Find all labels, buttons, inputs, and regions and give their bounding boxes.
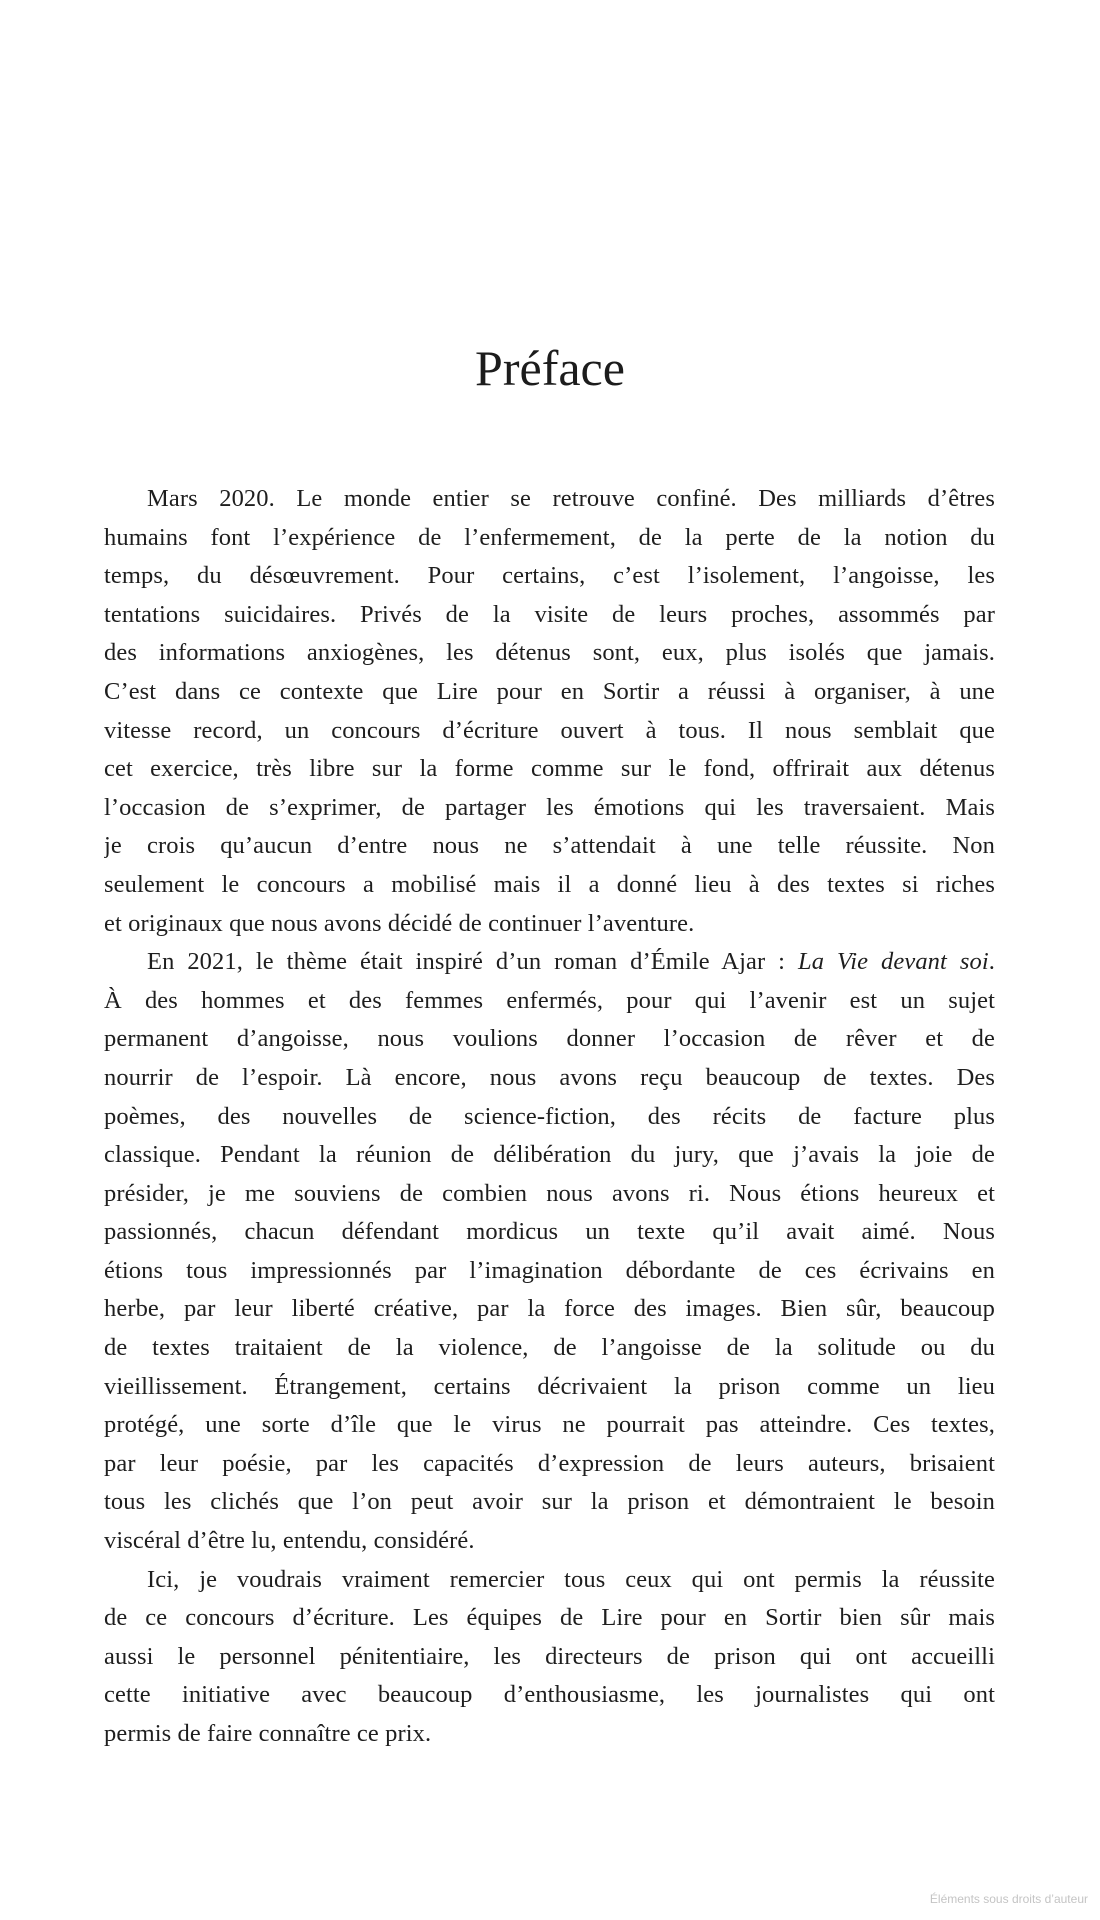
text-line: cet exercice, très libre sur la forme comme sur le fond, offrirait aux détenus xyxy=(104,755,995,783)
text-line: viscéral d’être lu, entendu, considéré. xyxy=(104,1527,475,1555)
copyright-watermark: Éléments sous droits d’auteur xyxy=(929,1892,1088,1906)
text-line: de textes traitaient de la violence, de l’angoisse de la solitude ou du xyxy=(104,1334,995,1362)
text-line: Mars 2020. Le monde entier se retrouve confiné. Des milliards d’êtres xyxy=(147,485,995,512)
paragraph-3 xyxy=(104,1561,995,1754)
text-segment: En 2021, le thème était inspiré d’un roman d’Émile Ajar : xyxy=(147,948,798,976)
text-line: je crois qu’aucun d’entre nous ne s’attendait à une telle réussite. Non xyxy=(104,832,995,860)
text-line: passionnés, chacun défendant mordicus un texte qu’il avait aimé. Nous xyxy=(104,1218,995,1246)
text-line: par leur poésie, par les capacités d’expression de leurs auteurs, brisaient xyxy=(104,1449,995,1477)
preface-body xyxy=(104,480,995,1754)
text-line: humains font l’expérience de l’enfermement, de la perte de la notion du xyxy=(104,523,995,551)
text-line: tous les clichés que l’on peut avoir sur la prison et démontraient le besoin xyxy=(104,1488,995,1516)
text-line: Ici, je voudrais vraiment remercier tous ceux qui ont permis la réussite xyxy=(147,1565,995,1593)
text-line: vitesse record, un concours d’écriture ouvert à tous. Il nous semblait que xyxy=(104,716,995,744)
text-line: seulement le concours a mobilisé mais il a donné lieu à des textes si riches xyxy=(104,870,995,898)
text-line-with-title xyxy=(104,943,995,982)
text-line: temps, du désœuvrement. Pour certains, c’est l’isolement, l’angoisse, les xyxy=(104,562,995,590)
paragraph-2 xyxy=(104,943,995,1561)
book-title-italic: La Vie devant soi xyxy=(797,948,989,976)
text-line: herbe, par leur liberté créative, par la force des images. Bien sûr, beaucoup xyxy=(104,1295,995,1323)
text-line: de ce concours d’écriture. Les équipes de Lire pour en Sortir bien sûr mais xyxy=(104,1604,995,1632)
text-line: et originaux que nous avons décidé de continuer l’aventure. xyxy=(104,909,695,937)
text-line: poèmes, des nouvelles de science-fiction, des récits de facture plus xyxy=(104,1102,995,1130)
text-line: étions tous impressionnés par l’imagination débordante de ces écrivains en xyxy=(104,1256,995,1284)
text-line: présider, je me souviens de combien nous avons ri. Nous étions heureux et xyxy=(104,1179,995,1207)
text-line: C’est dans ce contexte que Lire pour en Sortir a réussi à organiser, à une xyxy=(104,677,995,705)
text-line: permanent d’angoisse, nous voulions donner l’occasion de rêver et de xyxy=(104,1025,995,1053)
text-line: permis de faire connaître ce prix. xyxy=(104,1720,432,1747)
page-title: Préface xyxy=(475,340,625,396)
text-segment: . xyxy=(988,948,995,976)
text-line: À des hommes et des femmes enfermés, pour qui l’avenir est un sujet xyxy=(104,986,995,1014)
text-line: nourrir de l’espoir. Là encore, nous avons reçu beaucoup de textes. Des xyxy=(104,1063,995,1091)
paragraph-1 xyxy=(104,480,995,943)
text-line: cette initiative avec beaucoup d’enthousiasme, les journalistes qui ont xyxy=(104,1681,995,1709)
text-line: protégé, une sorte d’île que le virus ne pourrait pas atteindre. Ces textes, xyxy=(104,1411,995,1439)
text-line: aussi le personnel pénitentiaire, les directeurs de prison qui ont accueilli xyxy=(104,1642,995,1670)
text-line: vieillissement. Étrangement, certains décrivaient la prison comme un lieu xyxy=(104,1372,995,1400)
text-line: l’occasion de s’exprimer, de partager les émotions qui les traversaient. Mais xyxy=(104,793,995,821)
text-line: classique. Pendant la réunion de délibération du jury, que j’avais la joie de xyxy=(104,1141,995,1169)
text-line: tentations suicidaires. Privés de la visite de leurs proches, assommés par xyxy=(104,600,995,628)
text-line: des informations anxiogènes, les détenus sont, eux, plus isolés que jamais. xyxy=(104,639,995,667)
